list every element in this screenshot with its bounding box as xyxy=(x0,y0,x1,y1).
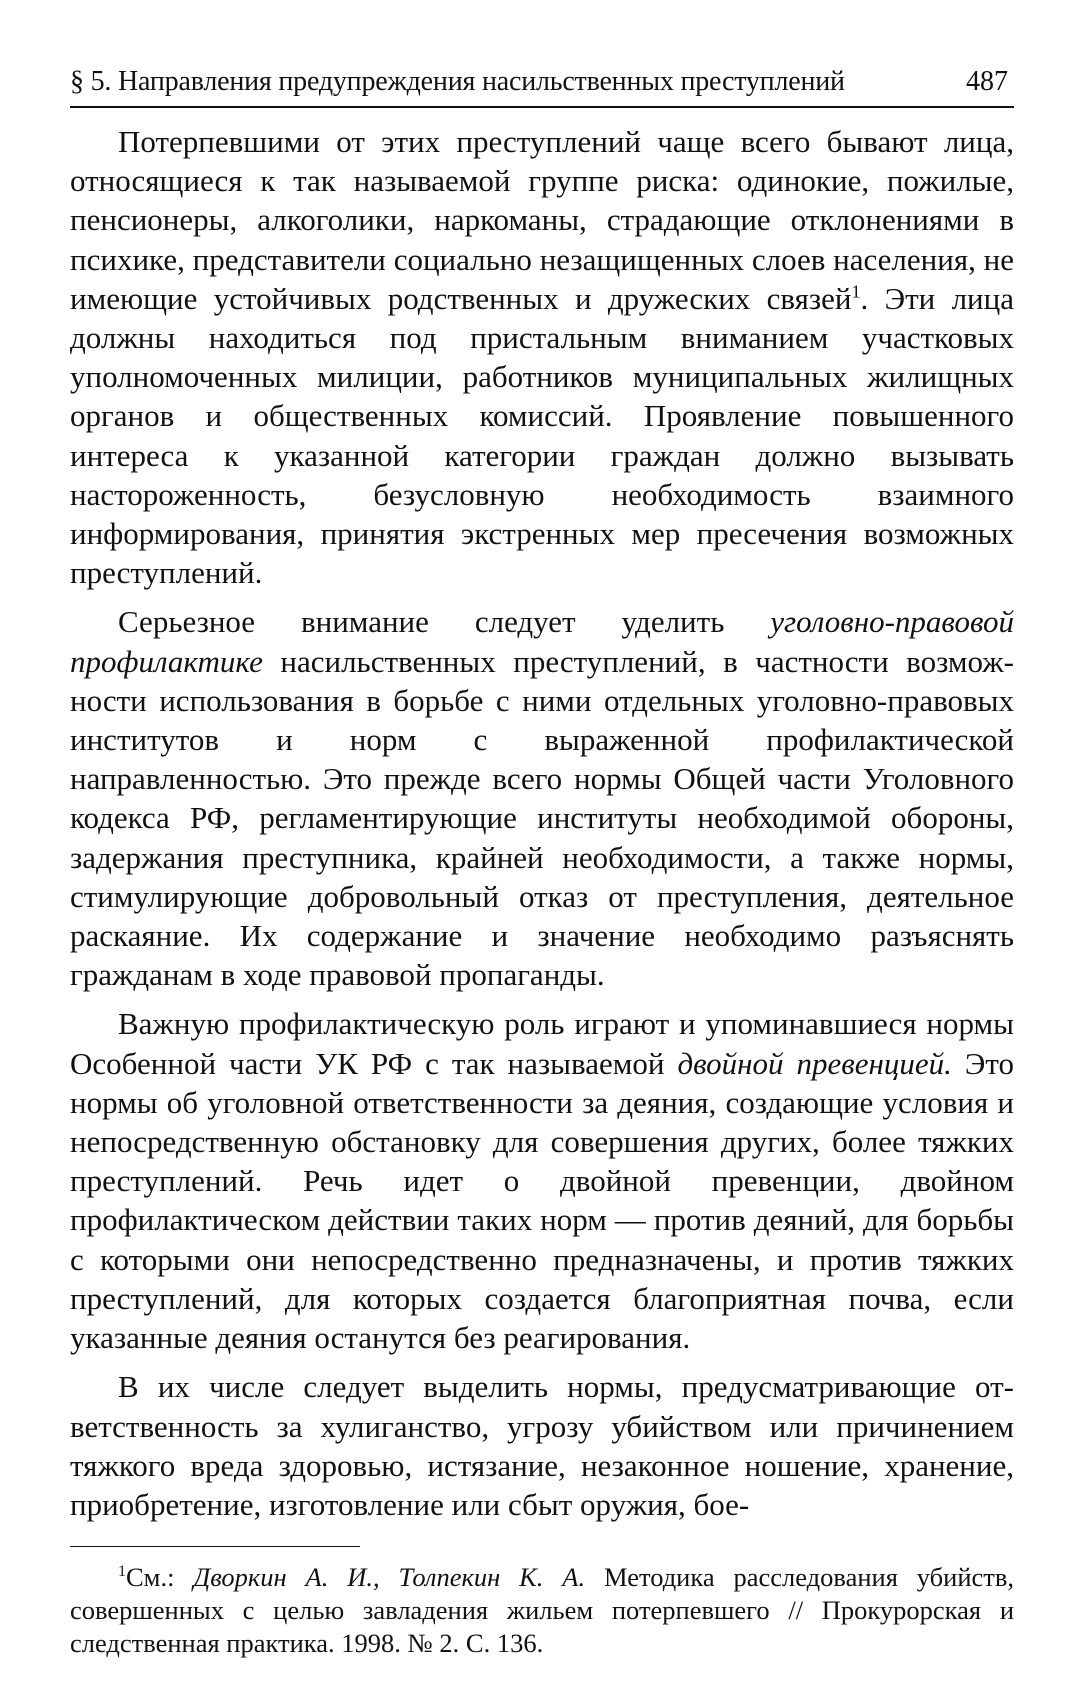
book-page xyxy=(70,64,1014,1660)
paragraph-2-text-b: насильственных преступлений, в частности возможности использования в борьбе с ними отдельных уголовно-правовых институтов и норм с выраженной профилактической направленностью. Это прежде всего нормы Общей части Уголовного кодекса РФ, регламентирующие институты необходимой обороны, задержания преступника, крайней необходимости, а также нормы, стимулирующие добровольный отказ от преступления, деятельное раскаяние. Их содержание и значение необходимо разъяснять гражданам в ходе правовой пропаганды. xyxy=(70,643,1014,993)
paragraph-3-emphasis: двойной превенцией. xyxy=(677,1045,952,1081)
running-header xyxy=(70,64,1014,108)
paragraph-3 xyxy=(70,1004,1014,1357)
paragraph-1-text-a: Потерпевшими от этих преступлений чаще всего бывают лица, относящиеся к так называемой группе риска: одинокие, пожилые, пенсионеры, алкоголики, наркоманы, страдающие отклонениями в психике, представители социально незащищенных слоев населения, не имеющие устойчивых родственных и дружеских связей xyxy=(70,124,1014,316)
body-text xyxy=(70,122,1014,1524)
footnote-authors: Дворкин А. И., Толпекин К. А. xyxy=(193,1562,586,1593)
paragraph-4: В их числе следует выделить нормы, предусматривающие ответственность за хулиганство, угрозу убийством или причинением тяжкого вреда здоровью, истязание, незаконное ношение, хранение, приобретение, изготовление или сбыт оружия, бое- xyxy=(70,1369,1014,1522)
paragraph-1 xyxy=(70,122,1014,592)
paragraph-2-text-a: Серьезное внимание следует уделить xyxy=(118,604,771,640)
footnote-mark: 1 xyxy=(118,1563,126,1581)
footnote-prefix: См.: xyxy=(126,1562,194,1593)
footnote-citation: Методика расследования убийств, совершенных с целью завладения жильем потерпевшего // Прокурорская и следственная практика. 1998. № 2. С. 136. xyxy=(70,1562,1015,1659)
paragraph-3-text-b: Это нормы об уголовной ответственности за деяния, создающие условия и непосредственную обстановку для совершения других, более тяжких преступлений. Речь идет о двойной превенции, двойном профилактическом действии таких норм — против деяний, для борьбы с которыми они непосредственно предназначены, и против тяжких преступлений, для которых создается благоприятная почва, если указанные деяния останутся без реагирования. xyxy=(70,1045,1014,1356)
footnote xyxy=(70,1561,1014,1660)
paragraph-2-emphasis: уголовно-правовой профилактике xyxy=(70,604,1014,679)
paragraph-2 xyxy=(70,602,1014,994)
footnote-separator xyxy=(70,1546,360,1547)
paragraph-1-text-b: . Эти лица должны находиться под пристальным вниманием участковых уполномоченных милиции, работников муниципальных жилищных органов и общественных комиссий. Проявление повышенного интереса к указанной категории граждан должно вызывать настороженность, безусловную необходимость взаимного информирования, принятия экстренных мер пресечения возможных преступлений. xyxy=(70,280,1014,591)
paragraph-3-text-a: Важную профилактическую роль играют и упоминавшиеся нормы Особенной части УК РФ с так называемой xyxy=(70,1006,1014,1081)
footnote-reference[interactable]: 1 xyxy=(851,281,861,302)
section-title: § 5. Направления предупреждения насильственных преступлений xyxy=(70,66,845,97)
page-number: 487 xyxy=(966,66,1008,97)
